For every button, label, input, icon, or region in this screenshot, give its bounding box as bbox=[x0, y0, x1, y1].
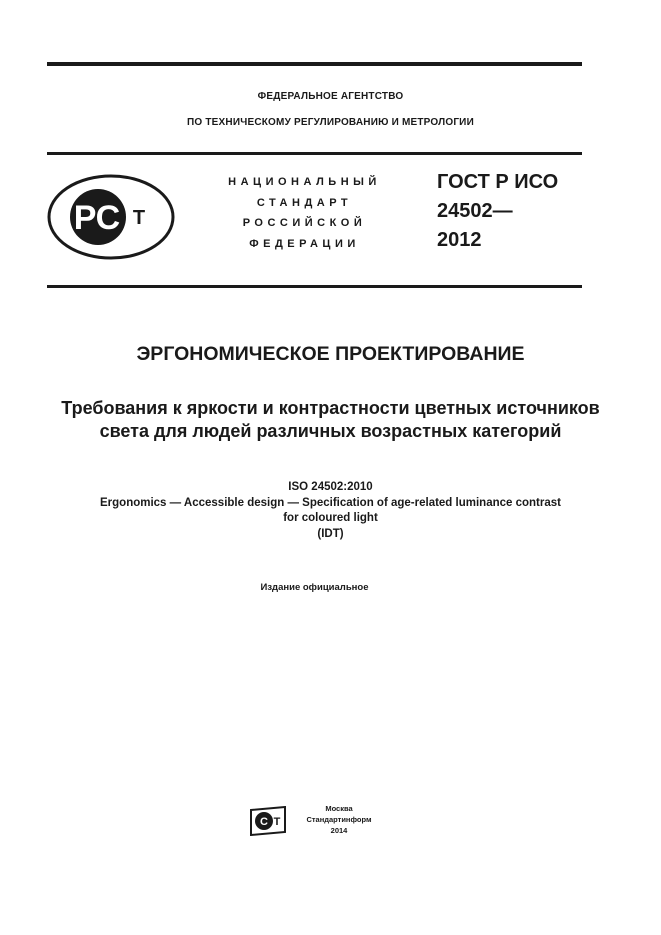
gost-designation bbox=[437, 168, 558, 255]
national-line-3: РОССИЙСКОЙ bbox=[242, 217, 367, 229]
iso-reference bbox=[0, 480, 661, 542]
agency-line-2: ПО ТЕХНИЧЕСКОМУ РЕГУЛИРОВАНИЮ И МЕТРОЛОГИИ bbox=[187, 117, 474, 128]
english-title-line-2: for coloured light bbox=[283, 512, 378, 524]
document-title: ЭРГОНОМИЧЕСКОЕ ПРОЕКТИРОВАНИЕ bbox=[136, 343, 525, 365]
idt-label: (IDT) bbox=[317, 527, 344, 540]
svg-text:Т: Т bbox=[273, 816, 281, 828]
svg-text:С: С bbox=[260, 816, 268, 828]
top-rule bbox=[47, 62, 582, 66]
national-line-4: ФЕДЕРАЦИИ bbox=[249, 237, 360, 250]
agency-line-1: ФЕДЕРАЛЬНОЕ АГЕНТСТВО bbox=[257, 91, 404, 102]
svg-text:РС: РС bbox=[73, 199, 121, 237]
upper-divider bbox=[47, 152, 582, 155]
standartinform-logo bbox=[249, 806, 287, 836]
edition-label: Издание официальное bbox=[260, 582, 369, 593]
publisher-info bbox=[294, 803, 384, 836]
rst-logo bbox=[46, 172, 176, 262]
national-standard-label bbox=[212, 172, 397, 254]
gost-line-2: 24502— bbox=[437, 200, 513, 222]
svg-text:Т: Т bbox=[132, 207, 146, 229]
publisher-name: Стандартинформ bbox=[306, 815, 372, 824]
gost-line-1: ГОСТ Р ИСО bbox=[437, 171, 559, 193]
national-line-1: НАЦИОНАЛЬНЫЙ bbox=[228, 176, 381, 188]
gost-line-3: 2012 bbox=[437, 229, 482, 251]
publisher-city: Москва bbox=[325, 804, 353, 813]
national-line-2: СТАНДАРТ bbox=[256, 196, 353, 209]
iso-code: ISO 24502:2010 bbox=[288, 481, 373, 493]
lower-divider bbox=[47, 285, 582, 288]
publication-year: 2014 bbox=[330, 826, 348, 835]
english-title-line-1: Ergonomics — Accessible design — Specification of age-related luminance contrast bbox=[100, 496, 561, 509]
document-subtitle: Требования к яркости и контрастности цветных источников света для людей различных возрастных категорий bbox=[61, 398, 600, 441]
